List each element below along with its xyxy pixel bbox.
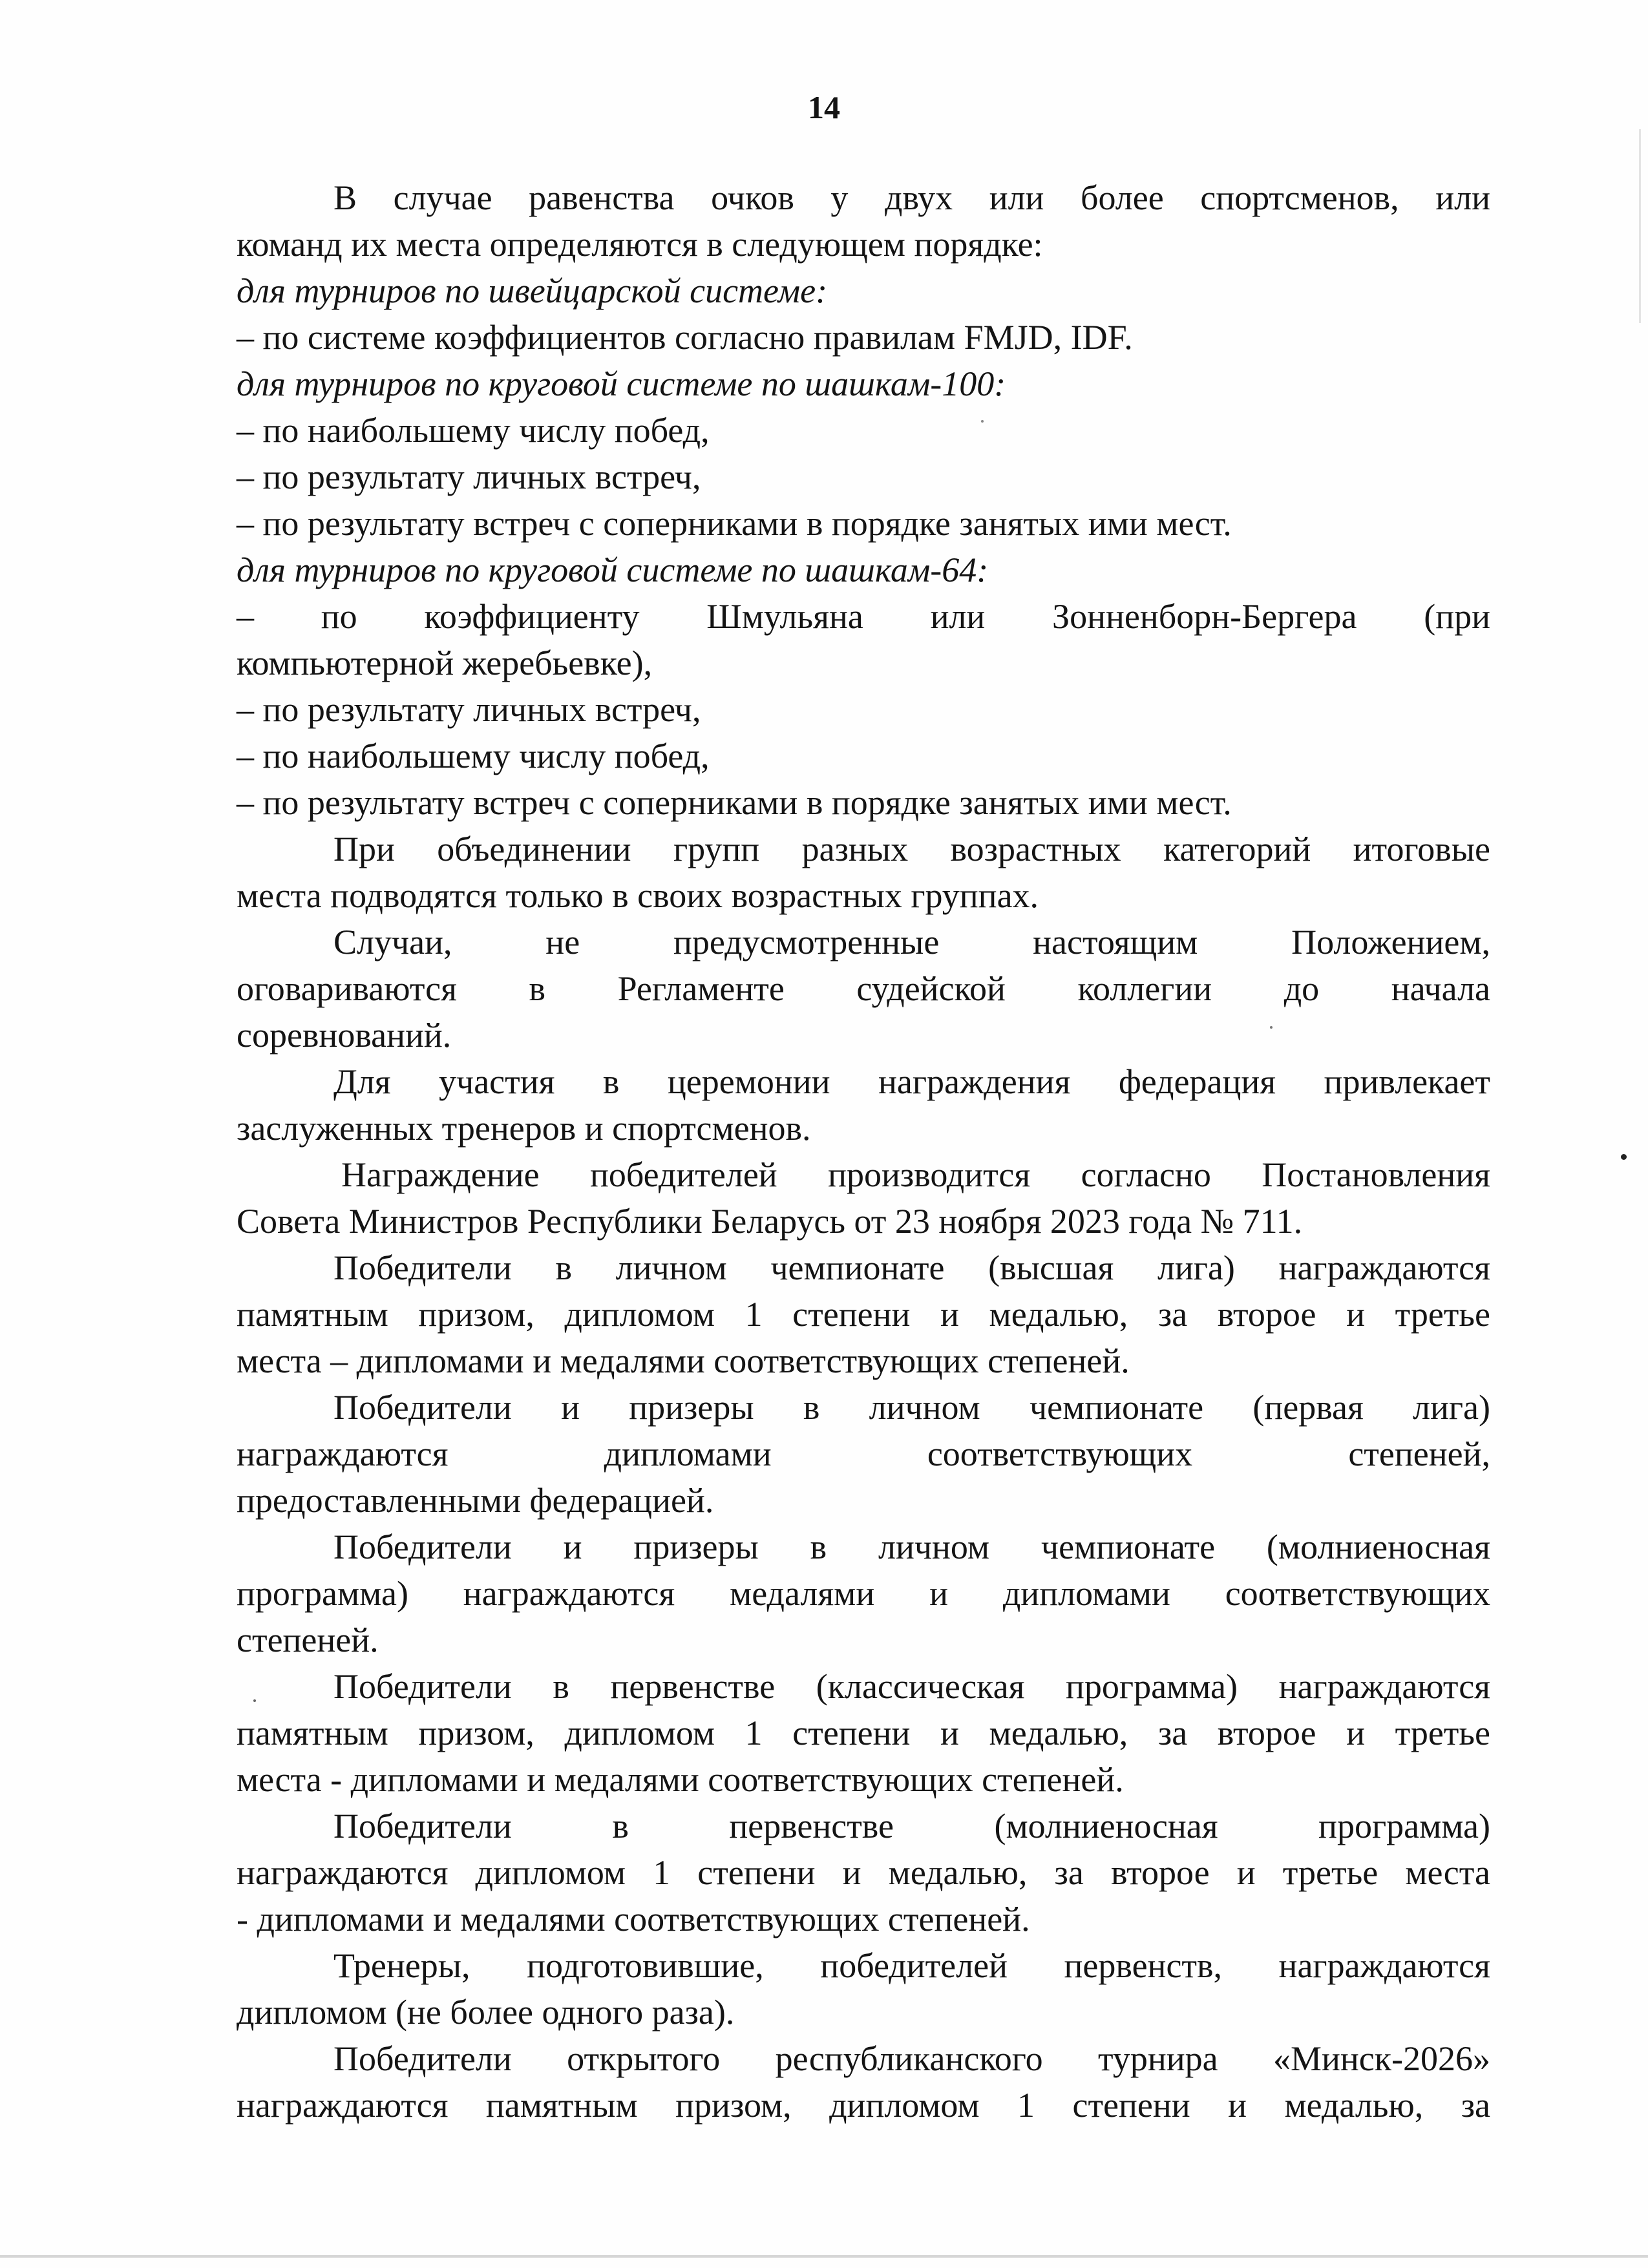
- text-line: Совета Министров Республики Беларусь от 23 ноября 2023 года № 711.: [237, 1202, 1303, 1241]
- text-line: компьютерной жеребьевке),: [237, 644, 653, 682]
- text-line-italic: для турниров по круговой системе по шашкам-64:: [237, 551, 989, 589]
- text-line: Победители и призеры в личном чемпионате (молниеносная: [333, 1528, 1490, 1566]
- text-line-italic: для турниров по круговой системе по шашкам-100:: [237, 364, 1006, 403]
- text-line: Победители в личном чемпионате (высшая лига) награждаются: [333, 1248, 1490, 1287]
- text-line: – по результату личных встреч,: [237, 690, 701, 729]
- text-line: - дипломами и медалями соответствующих степеней.: [237, 1900, 1030, 1938]
- text-line: соревнований.: [237, 1016, 452, 1055]
- text-line: дипломом (не более одного раза).: [237, 1993, 735, 2032]
- text-line: Победители открытого республиканского турнира «Минск-2026»: [333, 2039, 1490, 2078]
- text-line: – по системе коэффициентов согласно правилам FMJD, IDF.: [237, 318, 1133, 357]
- text-line: оговариваются в Регламенте судейской коллегии до начала: [237, 969, 1490, 1008]
- text-line: Победители в первенстве (молниеносная программа): [333, 1807, 1490, 1845]
- text-line: При объединении групп разных возрастных категорий итоговые: [333, 830, 1490, 868]
- text-line: Случаи, не предусмотренные настоящим Положением,: [333, 923, 1490, 961]
- text-line: – по результату личных встреч,: [237, 457, 701, 496]
- text-line: памятным призом, дипломом 1 степени и медалью, за второе и третье: [237, 1714, 1490, 1752]
- text-line: Победители и призеры в личном чемпионате (первая лига): [333, 1388, 1490, 1427]
- text-line: – по результату встреч с соперниками в порядке занятых ими мест.: [237, 504, 1232, 543]
- text-line: места – дипломами и медалями соответствующих степеней.: [237, 1341, 1130, 1380]
- text-line: – по наибольшему числу побед,: [237, 411, 710, 450]
- text-line: В случае равенства очков у двух или более спортсменов, или: [333, 178, 1490, 217]
- text-line: награждаются дипломами соответствующих степеней,: [237, 1434, 1490, 1473]
- text-line: команд их места определяются в следующем порядке:: [237, 225, 1043, 264]
- text-line: Тренеры, подготовившие, победителей первенств, награждаются: [333, 1946, 1490, 1985]
- text-line: заслуженных тренеров и спортсменов.: [237, 1109, 811, 1148]
- scan-speck: [1621, 1154, 1627, 1160]
- text-line: памятным призом, дипломом 1 степени и медалью, за второе и третье: [237, 1295, 1490, 1334]
- text-line: Награждение победителей производится согласно Постановления: [341, 1155, 1490, 1194]
- text-line: предоставленными федерацией.: [237, 1481, 714, 1520]
- text-line: места подводятся только в своих возрастных группах.: [237, 876, 1039, 915]
- text-line: Для участия в церемонии награждения федерация привлекает: [333, 1062, 1490, 1101]
- text-line: награждаются дипломом 1 степени и медалью, за второе и третье места: [237, 1853, 1490, 1892]
- scan-edge-right: [1639, 129, 1641, 323]
- scan-speck: [1270, 1026, 1273, 1029]
- page-number: 14: [808, 89, 840, 125]
- text-line: программа) награждаются медалями и дипломами соответствующих: [237, 1574, 1490, 1613]
- text-line: награждаются памятным призом, дипломом 1 степени и медалью, за: [237, 2086, 1490, 2125]
- text-line: степеней.: [237, 1621, 379, 1659]
- text-line: – по результату встреч с соперниками в порядке занятых ими мест.: [237, 783, 1232, 822]
- scan-edge-bottom: [0, 2255, 1648, 2258]
- scan-speck: [981, 420, 984, 423]
- text-line: – по наибольшему числу побед,: [237, 737, 710, 775]
- scan-speck: [253, 1699, 256, 1702]
- text-line: – по коэффициенту Шмульяна или Зонненборн-Бергера (при: [237, 597, 1490, 636]
- text-line: места - дипломами и медалями соответствующих степеней.: [237, 1760, 1124, 1799]
- text-line-italic: для турниров по швейцарской системе:: [237, 271, 828, 310]
- document-body: [237, 174, 1490, 2128]
- text-line: Победители в первенстве (классическая программа) награждаются: [333, 1667, 1490, 1706]
